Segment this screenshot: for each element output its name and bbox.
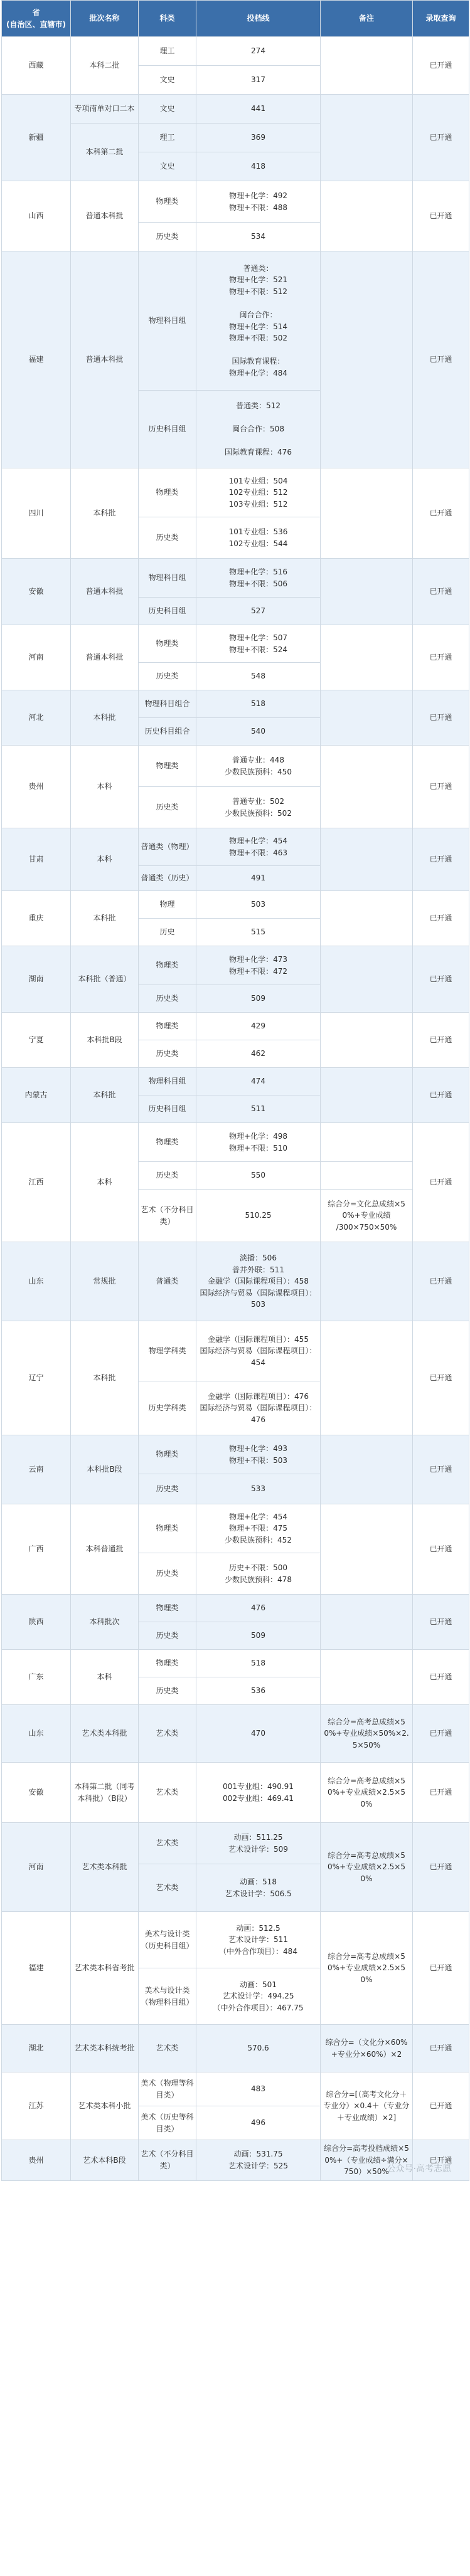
query-status[interactable]: 已开通 — [413, 1242, 469, 1321]
query-status[interactable]: 已开通 — [413, 1013, 469, 1068]
table-cell: 普通本科批 — [71, 625, 139, 690]
table-cell: 理工 — [139, 124, 196, 152]
table-row — [2, 1912, 469, 1968]
table-cell — [321, 1504, 413, 1595]
query-status[interactable]: 已开通 — [413, 1823, 469, 1912]
table-cell: 物理类 — [139, 625, 196, 663]
table-row — [2, 1321, 469, 1381]
table-cell: 本科批次 — [71, 1595, 139, 1650]
table-cell: 艺术本科B段 — [71, 2140, 139, 2181]
table-cell: 常规批 — [71, 1242, 139, 1321]
table-cell: 001专业组：490.91 002专业组：469.41 — [196, 1763, 321, 1823]
table-cell: 534 — [196, 223, 321, 251]
table-row — [2, 251, 469, 391]
table-cell: 本科二批 — [71, 37, 139, 95]
table-cell: 物理 — [139, 891, 196, 919]
table-cell: 物理+化学：507 物理+不限：524 — [196, 625, 321, 663]
table-cell: 历史类 — [139, 223, 196, 251]
table-row — [2, 946, 469, 985]
table-cell: 普通类：512 闽台合作：508 国际教育课程：476 — [196, 391, 321, 468]
table-cell: 艺术类本科批 — [71, 1705, 139, 1763]
table-cell: 本科 — [71, 828, 139, 891]
province-cell: 辽宁 — [2, 1321, 71, 1435]
query-status[interactable]: 已开通 — [413, 181, 469, 251]
province-cell: 贵州 — [2, 2140, 71, 2181]
query-status[interactable]: 已开通 — [413, 1321, 469, 1435]
table-cell: 文史 — [139, 152, 196, 181]
table-cell: 本科第二批 — [71, 124, 139, 181]
table-cell: 474 — [196, 1068, 321, 1095]
province-cell: 四川 — [2, 468, 71, 559]
note-cell: 综合分=（文化分×60%+专业分×60%）×2 — [321, 2025, 413, 2072]
table-cell — [321, 251, 413, 468]
province-cell: 甘肃 — [2, 828, 71, 891]
province-cell: 河南 — [2, 625, 71, 690]
table-cell: 历史类 — [139, 663, 196, 690]
table-cell: 物理类 — [139, 1123, 196, 1162]
province-cell: 西藏 — [2, 37, 71, 95]
table-cell: 历史类 — [139, 517, 196, 559]
table-cell: 美术与设计类（物理科目组） — [139, 1968, 196, 2025]
table-cell: 物理类 — [139, 1595, 196, 1622]
table-cell — [321, 1595, 413, 1650]
table-cell: 历史类 — [139, 1677, 196, 1705]
table-cell: 物理科目组 — [139, 559, 196, 598]
province-cell: 云南 — [2, 1435, 71, 1504]
table-row — [2, 1650, 469, 1677]
query-status[interactable]: 已开通 — [413, 828, 469, 891]
query-status[interactable]: 已开通 — [413, 251, 469, 468]
table-cell: 本科批B段 — [71, 1013, 139, 1068]
table-cell: 物理类 — [139, 946, 196, 985]
table-cell: 历史+不限：500 少数民族预科：478 — [196, 1553, 321, 1595]
table-cell: 淡播：506 普并外联：511 金融学（国际课程项目）：458 国际经济与贸易（国际课程项目）：503 — [196, 1242, 321, 1321]
query-status[interactable]: 已开通 — [413, 37, 469, 95]
province-cell: 福建 — [2, 1912, 71, 2025]
province-cell: 宁夏 — [2, 1013, 71, 1068]
table-cell: 普通类（历史） — [139, 866, 196, 891]
table-cell: 历史类 — [139, 1553, 196, 1595]
table-cell — [321, 1013, 413, 1068]
note-cell: 综合分=高考总成绩×50%+专业成绩×2.5×50% — [321, 1823, 413, 1912]
province-cell: 陕西 — [2, 1595, 71, 1650]
province-cell: 广西 — [2, 1504, 71, 1595]
table-cell: 518 — [196, 1650, 321, 1677]
table-cell: 物理+化学：493 物理+不限：503 — [196, 1435, 321, 1474]
header-score-line: 投档线 — [196, 1, 321, 37]
table-cell: 物理+化学：516 物理+不限：506 — [196, 559, 321, 598]
table-cell: 418 — [196, 152, 321, 181]
table-cell: 本科批 — [71, 468, 139, 559]
table-row — [2, 37, 469, 66]
query-status[interactable]: 已开通 — [413, 1123, 469, 1242]
table-row — [2, 1504, 469, 1553]
admission-score-table — [1, 0, 469, 2181]
table-row — [2, 2025, 469, 2072]
table-row — [2, 1068, 469, 1095]
query-status[interactable]: 已开通 — [413, 746, 469, 828]
table-row — [2, 1013, 469, 1040]
table-cell: 540 — [196, 718, 321, 746]
table-cell: 本科批B段 — [71, 1435, 139, 1504]
table-cell: 理工 — [139, 37, 196, 66]
table-cell: 本科批 — [71, 1321, 139, 1435]
table-cell: 533 — [196, 1474, 321, 1504]
table-cell — [321, 690, 413, 746]
table-row — [2, 1705, 469, 1763]
province-cell: 山东 — [2, 1242, 71, 1321]
table-cell: 物理类 — [139, 181, 196, 223]
table-cell: 本科 — [71, 1123, 139, 1242]
table-cell: 物理类 — [139, 1650, 196, 1677]
table-cell: 物理类 — [139, 746, 196, 787]
table-cell: 艺术类 — [139, 1705, 196, 1763]
header-province: 省 (自治区、直辖市) — [2, 1, 71, 37]
table-cell: 本科第二批（同考本科批）（B段） — [71, 1763, 139, 1823]
province-cell: 江西 — [2, 1123, 71, 1242]
province-cell: 湖南 — [2, 946, 71, 1013]
note-cell: 综合分=文化总成绩×50%+专业成绩 /300×750×50% — [321, 1190, 413, 1242]
province-cell: 湖北 — [2, 2025, 71, 2072]
table-cell: 本科 — [71, 1650, 139, 1705]
table-cell — [321, 1242, 413, 1321]
table-cell: 548 — [196, 663, 321, 690]
query-status[interactable]: 已开通 — [413, 625, 469, 690]
province-cell: 山西 — [2, 181, 71, 251]
table-row — [2, 891, 469, 919]
table-cell: 物理+化学：473 物理+不限：472 — [196, 946, 321, 985]
table-cell: 本科批 — [71, 1068, 139, 1123]
table-cell: 普通类： 物理+化学：521 物理+不限：512 闽台合作： 物理+化学：514 物理+不限：502 国际教育课程： 物理+化学：484 — [196, 251, 321, 391]
province-cell: 新疆 — [2, 95, 71, 181]
table-row — [2, 828, 469, 866]
table-row — [2, 2072, 469, 2106]
table-cell: 本科普通批 — [71, 1504, 139, 1595]
table-cell: 文史 — [139, 95, 196, 124]
table-cell — [321, 625, 413, 690]
table-cell: 历史类 — [139, 787, 196, 828]
table-row — [2, 690, 469, 718]
query-status[interactable]: 已开通 — [413, 946, 469, 1013]
table-cell: 历史学科类 — [139, 1381, 196, 1435]
query-status[interactable]: 已开通 — [413, 2072, 469, 2140]
table-row — [2, 559, 469, 598]
table-cell: 物理+化学：492 物理+不限：488 — [196, 181, 321, 223]
table-cell: 历史科目组 — [139, 1095, 196, 1123]
note-cell: 综合分=高考投档成绩×50%+（专业成绩÷满分×750）×50% — [321, 2140, 413, 2181]
note-cell: 综合分=高考总成绩×50%+专业成绩×2.5×50% — [321, 1763, 413, 1823]
table-cell: 509 — [196, 1622, 321, 1650]
table-row — [2, 1435, 469, 1474]
header-query: 录取查询 — [413, 1, 469, 37]
query-status[interactable]: 已开通 — [413, 1763, 469, 1823]
table-cell: 物理+化学：454 物理+不限：463 — [196, 828, 321, 866]
table-cell: 429 — [196, 1013, 321, 1040]
table-cell: 物理类 — [139, 1504, 196, 1553]
table-cell: 物理科目组合 — [139, 690, 196, 718]
query-status[interactable]: 已开通 — [413, 1068, 469, 1123]
table-cell: 511 — [196, 1095, 321, 1123]
province-cell: 安徽 — [2, 1763, 71, 1823]
table-cell: 美术与设计类（历史科目组） — [139, 1912, 196, 1968]
table-cell — [321, 1068, 413, 1123]
table-cell: 518 — [196, 690, 321, 718]
table-cell: 美术（历史等科目类） — [139, 2106, 196, 2140]
province-cell: 广东 — [2, 1650, 71, 1705]
table-cell: 艺术类本科批 — [71, 1823, 139, 1912]
table-cell: 476 — [196, 1595, 321, 1622]
table-cell: 历史科目组 — [139, 391, 196, 468]
table-cell: 369 — [196, 124, 321, 152]
table-cell: 动画：501 艺术设计学：494.25 （中外合作项目）：467.75 — [196, 1968, 321, 2025]
table-row — [2, 468, 469, 517]
table-cell — [321, 1321, 413, 1435]
province-cell: 贵州 — [2, 746, 71, 828]
province-cell: 安徽 — [2, 559, 71, 625]
table-cell: 普通专业：502 少数民族预科：502 — [196, 787, 321, 828]
province-cell: 内蒙古 — [2, 1068, 71, 1123]
province-cell: 河北 — [2, 690, 71, 746]
query-status[interactable]: 已开通 — [413, 2140, 469, 2181]
table-cell — [321, 181, 413, 251]
table-cell — [321, 559, 413, 625]
table-cell: 570.6 — [196, 2025, 321, 2072]
table-cell: 317 — [196, 66, 321, 95]
table-cell — [321, 37, 413, 95]
table-cell: 普通本科批 — [71, 559, 139, 625]
table-cell: 动画：531.75 艺术设计学：525 — [196, 2140, 321, 2181]
table-cell: 艺术类本科统考批 — [71, 2025, 139, 2072]
province-cell: 河南 — [2, 1823, 71, 1912]
table-cell — [321, 95, 413, 181]
table-cell: 496 — [196, 2106, 321, 2140]
table-cell: 物理+化学：498 物理+不限：510 — [196, 1123, 321, 1162]
watermark: 公众号·高考志愿 — [387, 2163, 451, 2174]
table-cell — [321, 1650, 413, 1705]
header-batch: 批次名称 — [71, 1, 139, 37]
table-cell: 金融学（国际课程项目）：476 国际经济与贸易（国际课程项目）：476 — [196, 1381, 321, 1435]
table-cell: 101专业组：504 102专业组：512 103专业组：512 — [196, 468, 321, 517]
query-status[interactable]: 已开通 — [413, 1435, 469, 1504]
query-status[interactable]: 已开通 — [413, 1504, 469, 1595]
table-cell: 艺术类 — [139, 2025, 196, 2072]
header-subject: 科类 — [139, 1, 196, 37]
table-cell: 本科批 — [71, 891, 139, 946]
table-cell: 历史类 — [139, 1474, 196, 1504]
table-cell: 本科批（普通） — [71, 946, 139, 1013]
table-cell: 艺术类本科省考批 — [71, 1912, 139, 2025]
table-header-row — [2, 1, 469, 37]
table-cell: 艺术（不分科目类） — [139, 2140, 196, 2181]
table-cell — [321, 828, 413, 891]
table-cell: 物理类 — [139, 1013, 196, 1040]
table-cell — [321, 891, 413, 946]
table-cell: 动画：512.5 艺术设计学：511 （中外合作项目）：484 — [196, 1912, 321, 1968]
province-cell: 重庆 — [2, 891, 71, 946]
table-row — [2, 181, 469, 223]
table-cell: 艺术类 — [139, 1864, 196, 1912]
table-cell: 艺术（不分科目类） — [139, 1190, 196, 1242]
table-cell: 物理类 — [139, 1435, 196, 1474]
query-status[interactable]: 已开通 — [413, 1705, 469, 1763]
table-cell: 普通本科批 — [71, 181, 139, 251]
query-status[interactable]: 已开通 — [413, 891, 469, 946]
table-cell: 专项南单对口二本 — [71, 95, 139, 124]
table-cell: 历史类 — [139, 1040, 196, 1068]
table-cell — [321, 746, 413, 828]
province-cell: 福建 — [2, 251, 71, 468]
table-cell: 274 — [196, 37, 321, 66]
table-cell: 536 — [196, 1677, 321, 1705]
table-cell: 动画：511.25 艺术设计学：509 — [196, 1823, 321, 1864]
table-cell: 艺术类 — [139, 1823, 196, 1864]
table-cell: 509 — [196, 985, 321, 1013]
table-cell: 本科 — [71, 746, 139, 828]
query-status[interactable]: 已开通 — [413, 2025, 469, 2072]
query-status[interactable]: 已开通 — [413, 1595, 469, 1650]
table-cell: 物理类 — [139, 468, 196, 517]
table-cell: 物理+化学：454 物理+不限：475 少数民族预科：452 — [196, 1504, 321, 1553]
table-cell: 本科批 — [71, 690, 139, 746]
table-body — [2, 37, 469, 2181]
note-cell: 综合分=高考总成绩×50%+专业成绩×50%×2.5×50% — [321, 1705, 413, 1763]
table-cell: 515 — [196, 919, 321, 946]
table-cell: 历史 — [139, 919, 196, 946]
table-cell: 101专业组：536 102专业组：544 — [196, 517, 321, 559]
table-cell: 441 — [196, 95, 321, 124]
table-cell: 普通类（物理） — [139, 828, 196, 866]
table-cell: 艺术类本科小批 — [71, 2072, 139, 2140]
query-status[interactable]: 已开通 — [413, 1650, 469, 1705]
table-cell — [321, 946, 413, 1013]
table-cell: 历史类 — [139, 985, 196, 1013]
table-cell: 普通类 — [139, 1242, 196, 1321]
table-cell: 历史科目组合 — [139, 718, 196, 746]
table-cell: 503 — [196, 891, 321, 919]
table-cell: 462 — [196, 1040, 321, 1068]
table-cell: 物理科目组 — [139, 251, 196, 391]
table-cell: 527 — [196, 598, 321, 625]
table-cell: 历史类 — [139, 1162, 196, 1190]
table-cell: 历史科目组 — [139, 598, 196, 625]
table-cell — [321, 1435, 413, 1504]
province-cell: 山东 — [2, 1705, 71, 1763]
query-status[interactable]: 已开通 — [413, 95, 469, 181]
table-cell: 491 — [196, 866, 321, 891]
table-cell — [321, 1162, 413, 1190]
table-cell: 普通本科批 — [71, 251, 139, 468]
table-cell: 物理学科类 — [139, 1321, 196, 1381]
table-cell: 金融学（国际课程项目）：455 国际经济与贸易（国际课程项目）：454 — [196, 1321, 321, 1381]
table-row — [2, 746, 469, 787]
table-cell: 美术（物理等科目类） — [139, 2072, 196, 2106]
table-cell — [321, 1123, 413, 1162]
header-note: 备注 — [321, 1, 413, 37]
table-row — [2, 1595, 469, 1622]
table-row — [2, 1242, 469, 1321]
table-cell: 510.25 — [196, 1190, 321, 1242]
query-status[interactable]: 已开通 — [413, 1912, 469, 2025]
province-cell: 江苏 — [2, 2072, 71, 2140]
table-row — [2, 1763, 469, 1823]
query-status[interactable]: 已开通 — [413, 559, 469, 625]
table-row — [2, 95, 469, 124]
note-cell: 综合分=高考总成绩×50%+专业成绩×2.5×50% — [321, 1912, 413, 2025]
table-cell: 文史 — [139, 66, 196, 95]
query-status[interactable]: 已开通 — [413, 468, 469, 559]
table-cell: 艺术类 — [139, 1763, 196, 1823]
table-row — [2, 1123, 469, 1162]
table-cell: 550 — [196, 1162, 321, 1190]
table-row — [2, 1823, 469, 1864]
table-cell: 470 — [196, 1705, 321, 1763]
table-cell: 483 — [196, 2072, 321, 2106]
table-cell: 普通专业：448 少数民族预科：450 — [196, 746, 321, 787]
table-cell — [321, 468, 413, 559]
table-cell: 物理科目组 — [139, 1068, 196, 1095]
query-status[interactable]: 已开通 — [413, 690, 469, 746]
table-cell: 历史类 — [139, 1622, 196, 1650]
note-cell: 综合分=[（高考文化分＋专业分）×0.4＋（专业分＋专业成绩）×2] — [321, 2072, 413, 2140]
table-cell: 动画：518 艺术设计学：506.5 — [196, 1864, 321, 1912]
table-row — [2, 625, 469, 663]
